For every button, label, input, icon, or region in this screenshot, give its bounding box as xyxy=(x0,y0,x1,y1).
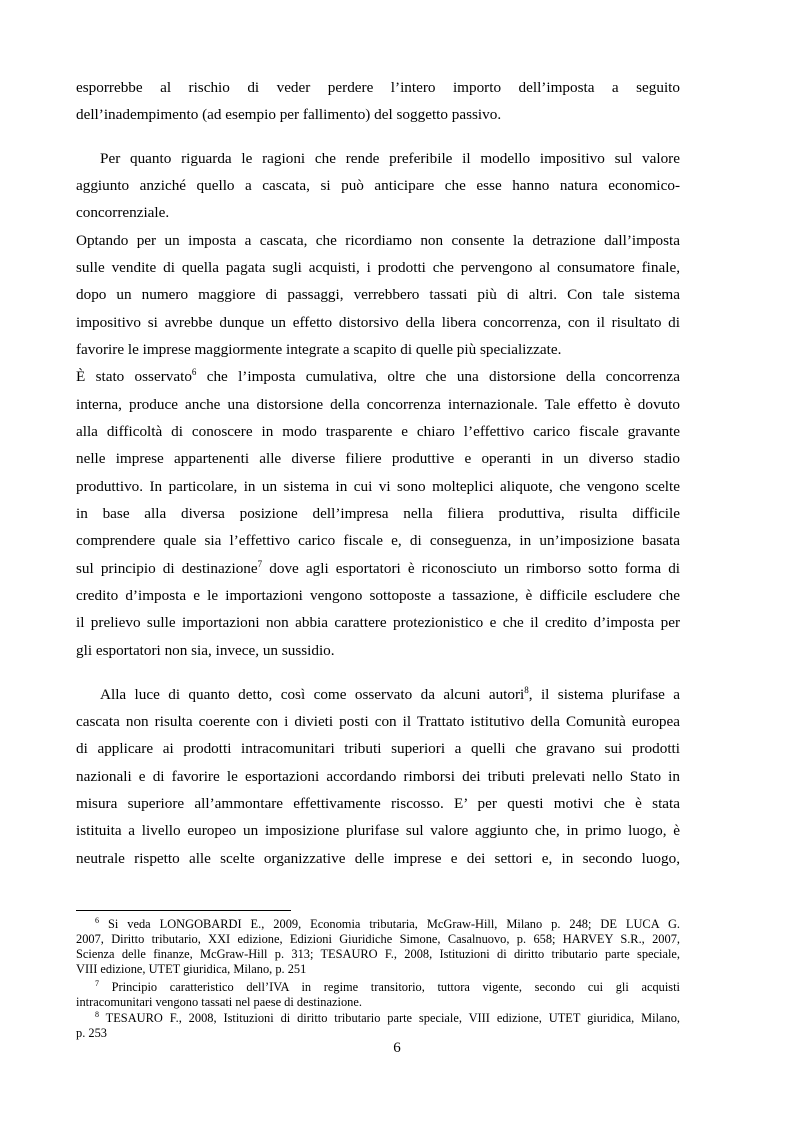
text-line: comprendere quale sia l’effettivo carico fiscale e, di conseguenza, in un’imposizione basata xyxy=(76,532,680,549)
footnote-ref-7[interactable]: 7 xyxy=(257,559,263,569)
text-line: dopo un numero maggiore di passaggi, verrebbero tassati più di altri. Con tale sistema xyxy=(76,286,680,303)
text-line: interna, produce anche una distorsione della concorrenza internazionale. Tale effetto è dovuto xyxy=(76,396,680,413)
text-line: favorire le imprese maggiormente integrate a scapito di quelle più specializzate. xyxy=(76,341,562,358)
text-line: impositivo si avrebbe dunque un effetto distorsivo della libera concorrenza, con il risultato di xyxy=(76,314,680,331)
footnote-line: p. 253 xyxy=(76,1026,107,1040)
text-line: istituita a livello europeo un imposizione plurifase sul valore aggiunto che, in primo luogo, è xyxy=(76,822,680,839)
footnote-line: intracomunitari vengono tassati nel paese di destinazione. xyxy=(76,995,362,1009)
text-line: alla difficoltà di conoscere in modo trasparente e chiaro l’effettivo carico fiscale gravante xyxy=(76,423,680,440)
footnote-line xyxy=(76,980,680,995)
footnote-line xyxy=(76,917,680,932)
text-line xyxy=(76,367,680,387)
text-line: dell’inadempimento (ad esempio per fallimento) del soggetto passivo. xyxy=(76,106,502,123)
footnote-8 xyxy=(76,1011,680,1041)
footnote-number: 7 xyxy=(95,979,99,988)
text-line: nelle imprese appartenenti alle diverse filiere produttive e operanti in un diverso stadio xyxy=(76,450,680,467)
text-line xyxy=(76,559,680,579)
text-line: aggiunto anziché quello a cascata, si può anticipare che esse hanno natura economico- xyxy=(76,177,680,194)
text-segment: È stato osservato xyxy=(76,368,192,385)
text-line: neutrale rispetto alle scelte organizzative delle imprese e dei settori e, in secondo luogo, xyxy=(76,850,680,867)
text-line: credito d’imposta e le importazioni vengono sottoposte a tassazione, è difficile escludere che xyxy=(76,587,680,604)
text-line: Optando per un imposta a cascata, che ricordiamo non consente la detrazione dall’imposta xyxy=(76,232,680,249)
footnote-line: Scienza delle finanze, McGraw-Hill p. 313; TESAURO F., 2008, Istituzioni di diritto tributario parte speciale, xyxy=(76,947,680,961)
footnote-7 xyxy=(76,980,680,1010)
footnote-line: VIII edizione, UTET giuridica, Milano, p. 251 xyxy=(76,962,307,976)
footnote-separator xyxy=(76,910,291,911)
text-line: gli esportatori non sia, invece, un sussidio. xyxy=(76,642,335,659)
text-line: cascata non risulta coerente con i divieti posti con il Trattato istitutivo della Comunità europea xyxy=(76,713,680,730)
text-line: produttivo. In particolare, in un sistema in cui vi sono molteplici aliquote, che vengono scelte xyxy=(76,478,680,495)
text-line: esporrebbe al rischio di veder perdere l’intero importo dell’imposta a seguito xyxy=(76,79,680,96)
text-segment: sul principio di destinazione xyxy=(76,560,258,577)
text-segment: Alla luce di quanto detto, così come osservato da alcuni autori xyxy=(100,686,525,703)
text-line: concorrenziale. xyxy=(76,204,170,221)
text-line: nazionali e di favorire le esportazioni accordando rimborsi dei tributi prelevati nello Stato in xyxy=(76,768,680,785)
text-line: di applicare ai prodotti intracomunitari tributi superiori a quelli che gravano sui prodotti xyxy=(76,740,680,757)
text-line: il prelievo sulle importazioni non abbia carattere protezionistico e che il credito d’imposta per xyxy=(76,614,680,631)
footnote-number: 6 xyxy=(95,916,99,925)
text-segment: che l’imposta cumulativa, oltre che una distorsione della concorrenza xyxy=(206,368,680,385)
text-line xyxy=(100,685,680,705)
text-line: in base alla diversa posizione dell’impresa nella filiera produttiva, risulta difficile xyxy=(76,505,680,522)
footnote-ref-8[interactable]: 8 xyxy=(524,685,529,695)
text-line: Per quanto riguarda le ragioni che rende preferibile il modello impositivo sul valore xyxy=(100,150,680,167)
footnote-line xyxy=(76,1011,680,1026)
footnote-text: TESAURO F., 2008, Istituzioni di diritto tributario parte speciale, VIII edizione, UTET giuridica, Milano, xyxy=(105,1011,681,1025)
text-segment: dove agli esportatori è riconosciuto un rimborso sotto forma di xyxy=(269,560,681,577)
text-segment: , il sistema plurifase a xyxy=(528,686,680,703)
footnote-text: Principio caratteristico dell’IVA in regime transitorio, tuttora vigente, secondo cui gli acquisti xyxy=(111,980,680,994)
footnote-6 xyxy=(76,917,680,977)
text-line: misura superiore all’ammontare effettivamente riscosso. E’ per questi motivi che è stata xyxy=(76,795,680,812)
footnote-text: Si veda LONGOBARDI E., 2009, Economia tributaria, McGraw-Hill, Milano p. 248; DE LUCA G. xyxy=(107,917,680,931)
footnote-ref-6[interactable]: 6 xyxy=(191,367,197,377)
footnote-number: 8 xyxy=(95,1010,99,1019)
text-line: sulle vendite di quella pagata sugli acquisti, i prodotti che pervengono al consumatore finale, xyxy=(76,259,680,276)
page-number: 6 xyxy=(393,1040,401,1056)
footnote-line: 2007, Diritto tributario, XXI edizione, Edizioni Giuridiche Simone, Casalnuovo, p. 658; HARVEY S.R., 2007, xyxy=(76,932,680,946)
